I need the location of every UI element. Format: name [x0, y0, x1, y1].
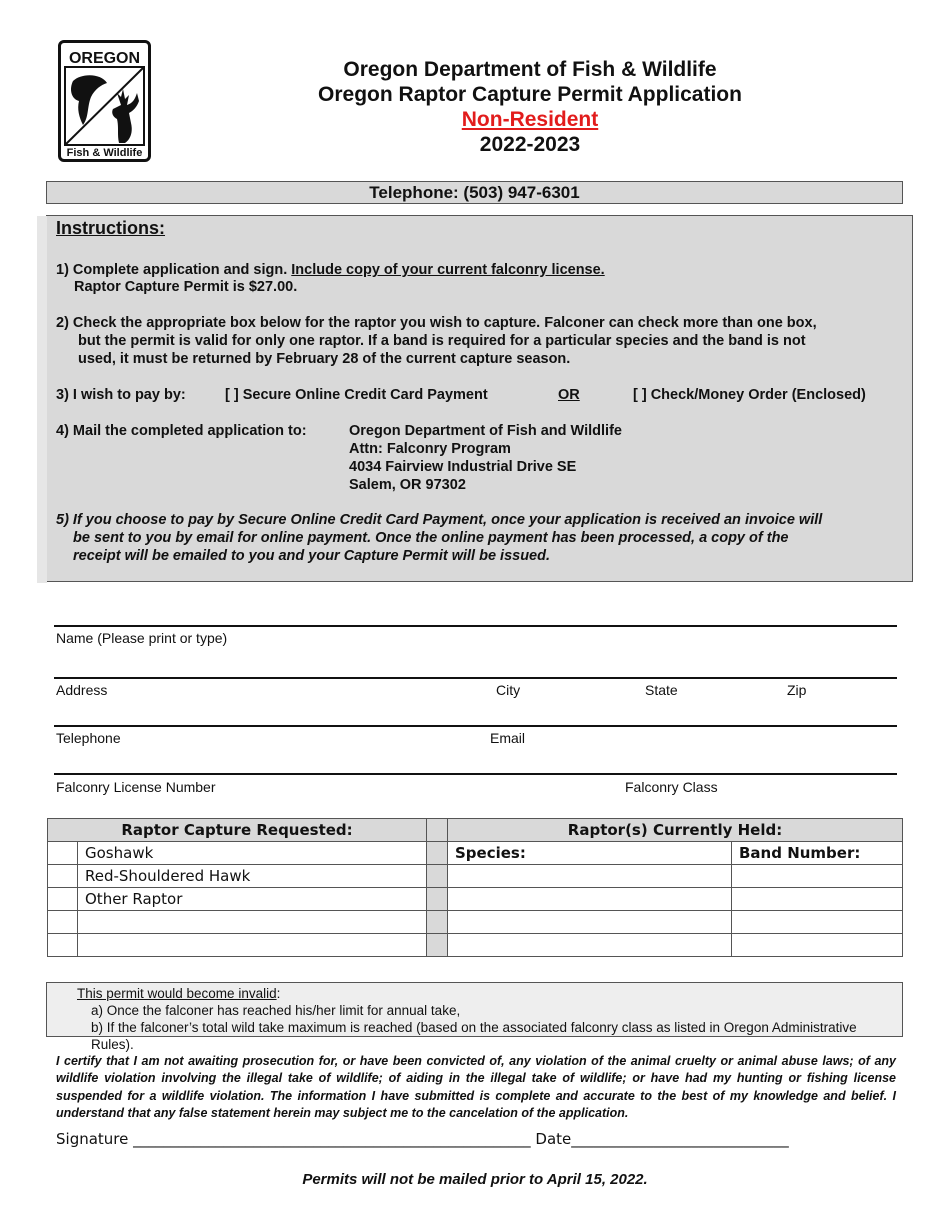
capture-species: Red-Shouldered Hawk	[78, 865, 427, 888]
license-field[interactable]	[54, 773, 897, 775]
instruction-1-license-note: Include copy of your current falconry license.	[291, 262, 605, 278]
invalid-title	[77, 985, 280, 1002]
license-label: Falconry License Number	[56, 779, 216, 795]
instruction-5-line-2: be sent to you by email for online payment. Once the online payment has been processed, a copy of the	[73, 530, 789, 546]
invalid-title-text: This permit would become invalid	[77, 986, 277, 1001]
form-header	[160, 57, 900, 157]
logo-text-top: OREGON	[68, 50, 141, 67]
instruction-2-line-3: used, it must be returned by February 28 of the current capture season.	[78, 351, 571, 367]
table-spacer-column	[426, 818, 448, 957]
season-year: 2022-2023	[479, 133, 581, 156]
capture-checkbox[interactable]	[48, 934, 78, 957]
pay-or-label: OR	[558, 387, 580, 403]
mailing-date-notice: Permits will not be mailed prior to April 15, 2022.	[302, 1171, 648, 1188]
invalid-title-colon: :	[276, 986, 281, 1001]
held-species-cell[interactable]	[448, 865, 732, 888]
held-band-cell[interactable]	[732, 911, 903, 934]
capture-species: Other Raptor	[78, 888, 427, 911]
instruction-1-text: 1) Complete application and sign.	[56, 262, 288, 278]
instruction-1	[56, 261, 605, 279]
held-species-cell[interactable]	[448, 911, 732, 934]
held-species-cell[interactable]	[448, 888, 732, 911]
capture-species[interactable]	[78, 911, 427, 934]
instruction-3-label: 3) I wish to pay by:	[56, 387, 186, 403]
certification-statement: I certify that I am not awaiting prosecution for, or have been convicted of, any violation of the animal cruelty or animal abuse laws; of any wildlife violation involving the illegal take of wildlife; of aiding in the illegal take of wildlife; or have had my hunting or fishing license suspended for a wildlife violation. The information I have submitted is complete and accurate to the best of my knowledge and belief. I understand that any false statement herein may subject me to the cancelation of the application.	[56, 1054, 896, 1121]
state-label: State	[645, 682, 678, 698]
pay-check-checkbox[interactable]: [ ] Check/Money Order (Enclosed)	[633, 387, 866, 403]
permit-fee: Raptor Capture Permit is $27.00.	[74, 279, 298, 295]
instruction-5-line-1: 5) If you choose to pay by Secure Online Credit Card Payment, once your application is received an invoice will	[56, 512, 823, 528]
odfw-logo	[58, 40, 151, 162]
instructions-title: Instructions:	[56, 218, 166, 238]
capture-checkbox[interactable]	[48, 865, 78, 888]
mail-address-line-1: Oregon Department of Fish and Wildlife	[349, 423, 622, 439]
instruction-5-line-3: receipt will be emailed to you and your Capture Permit will be issued.	[73, 548, 551, 564]
raptors-held-table	[447, 818, 903, 957]
capture-species: Goshawk	[78, 842, 427, 865]
capture-checkbox[interactable]	[48, 842, 78, 865]
form-title: Oregon Raptor Capture Permit Application	[318, 83, 742, 106]
fish-deer-emblem-icon	[61, 43, 148, 159]
telephone-field[interactable]	[54, 725, 897, 727]
species-column-header: Species:	[448, 842, 732, 865]
invalid-conditions-box	[46, 982, 903, 1052]
address-field[interactable]	[54, 677, 897, 679]
capture-checkbox[interactable]	[48, 911, 78, 934]
class-label: Falconry Class	[625, 779, 718, 795]
pay-online-checkbox[interactable]: [ ] Secure Online Credit Card Payment	[225, 387, 488, 403]
held-band-cell[interactable]	[732, 888, 903, 911]
name-field[interactable]	[54, 625, 897, 627]
table-row	[48, 911, 427, 934]
agency-title: Oregon Department of Fish & Wildlife	[343, 58, 717, 81]
table-row	[448, 934, 903, 957]
capture-species[interactable]	[78, 934, 427, 957]
table-row	[448, 911, 903, 934]
table-row	[48, 934, 427, 957]
table-row	[48, 865, 427, 888]
capture-requested-table	[47, 818, 427, 957]
signature-date-line[interactable]: Signature _____________________________________________________ Date_____________________________	[56, 1130, 789, 1148]
table-row	[448, 888, 903, 911]
instructions-box	[46, 215, 913, 582]
name-label: Name (Please print or type)	[56, 630, 228, 646]
band-column-header: Band Number:	[732, 842, 903, 865]
invalid-condition-b: b) If the falconer’s total wild take maximum is reached (based on the associated falconry class as listed in Oregon Administrative Rules).	[91, 1020, 857, 1052]
city-label: City	[496, 682, 521, 698]
address-label: Address	[56, 682, 108, 698]
mail-address-line-3: 4034 Fairview Industrial Drive SE	[349, 459, 577, 475]
held-band-cell[interactable]	[732, 934, 903, 957]
instruction-2-line-2: but the permit is valid for only one raptor. If a band is required for a particular species and the band is not	[78, 333, 806, 349]
telephone-label: Telephone	[56, 730, 121, 746]
logo-text-bottom: Fish & Wildlife	[66, 147, 143, 159]
mail-address-line-4: Salem, OR 97302	[349, 477, 466, 493]
table-row	[48, 888, 427, 911]
table-row	[48, 842, 427, 865]
zip-label: Zip	[787, 682, 807, 698]
residency-label: Non-Resident	[461, 108, 599, 131]
capture-checkbox[interactable]	[48, 888, 78, 911]
instructions-left-strip	[37, 216, 47, 583]
held-species-cell[interactable]	[448, 934, 732, 957]
mail-address-line-2: Attn: Falconry Program	[349, 441, 511, 457]
instruction-4-label: 4) Mail the completed application to:	[56, 423, 307, 439]
held-table-header: Raptor(s) Currently Held:	[448, 819, 903, 842]
held-band-cell[interactable]	[732, 865, 903, 888]
capture-table-header: Raptor Capture Requested:	[48, 819, 427, 842]
invalid-condition-a: a) Once the falconer has reached his/her limit for annual take,	[91, 1003, 461, 1018]
telephone-bar: Telephone: (503) 947-6301	[46, 181, 903, 204]
instruction-2-line-1: 2) Check the appropriate box below for the raptor you wish to capture. Falconer can check more than one box,	[56, 315, 817, 331]
table-row	[448, 865, 903, 888]
email-label: Email	[490, 730, 526, 746]
